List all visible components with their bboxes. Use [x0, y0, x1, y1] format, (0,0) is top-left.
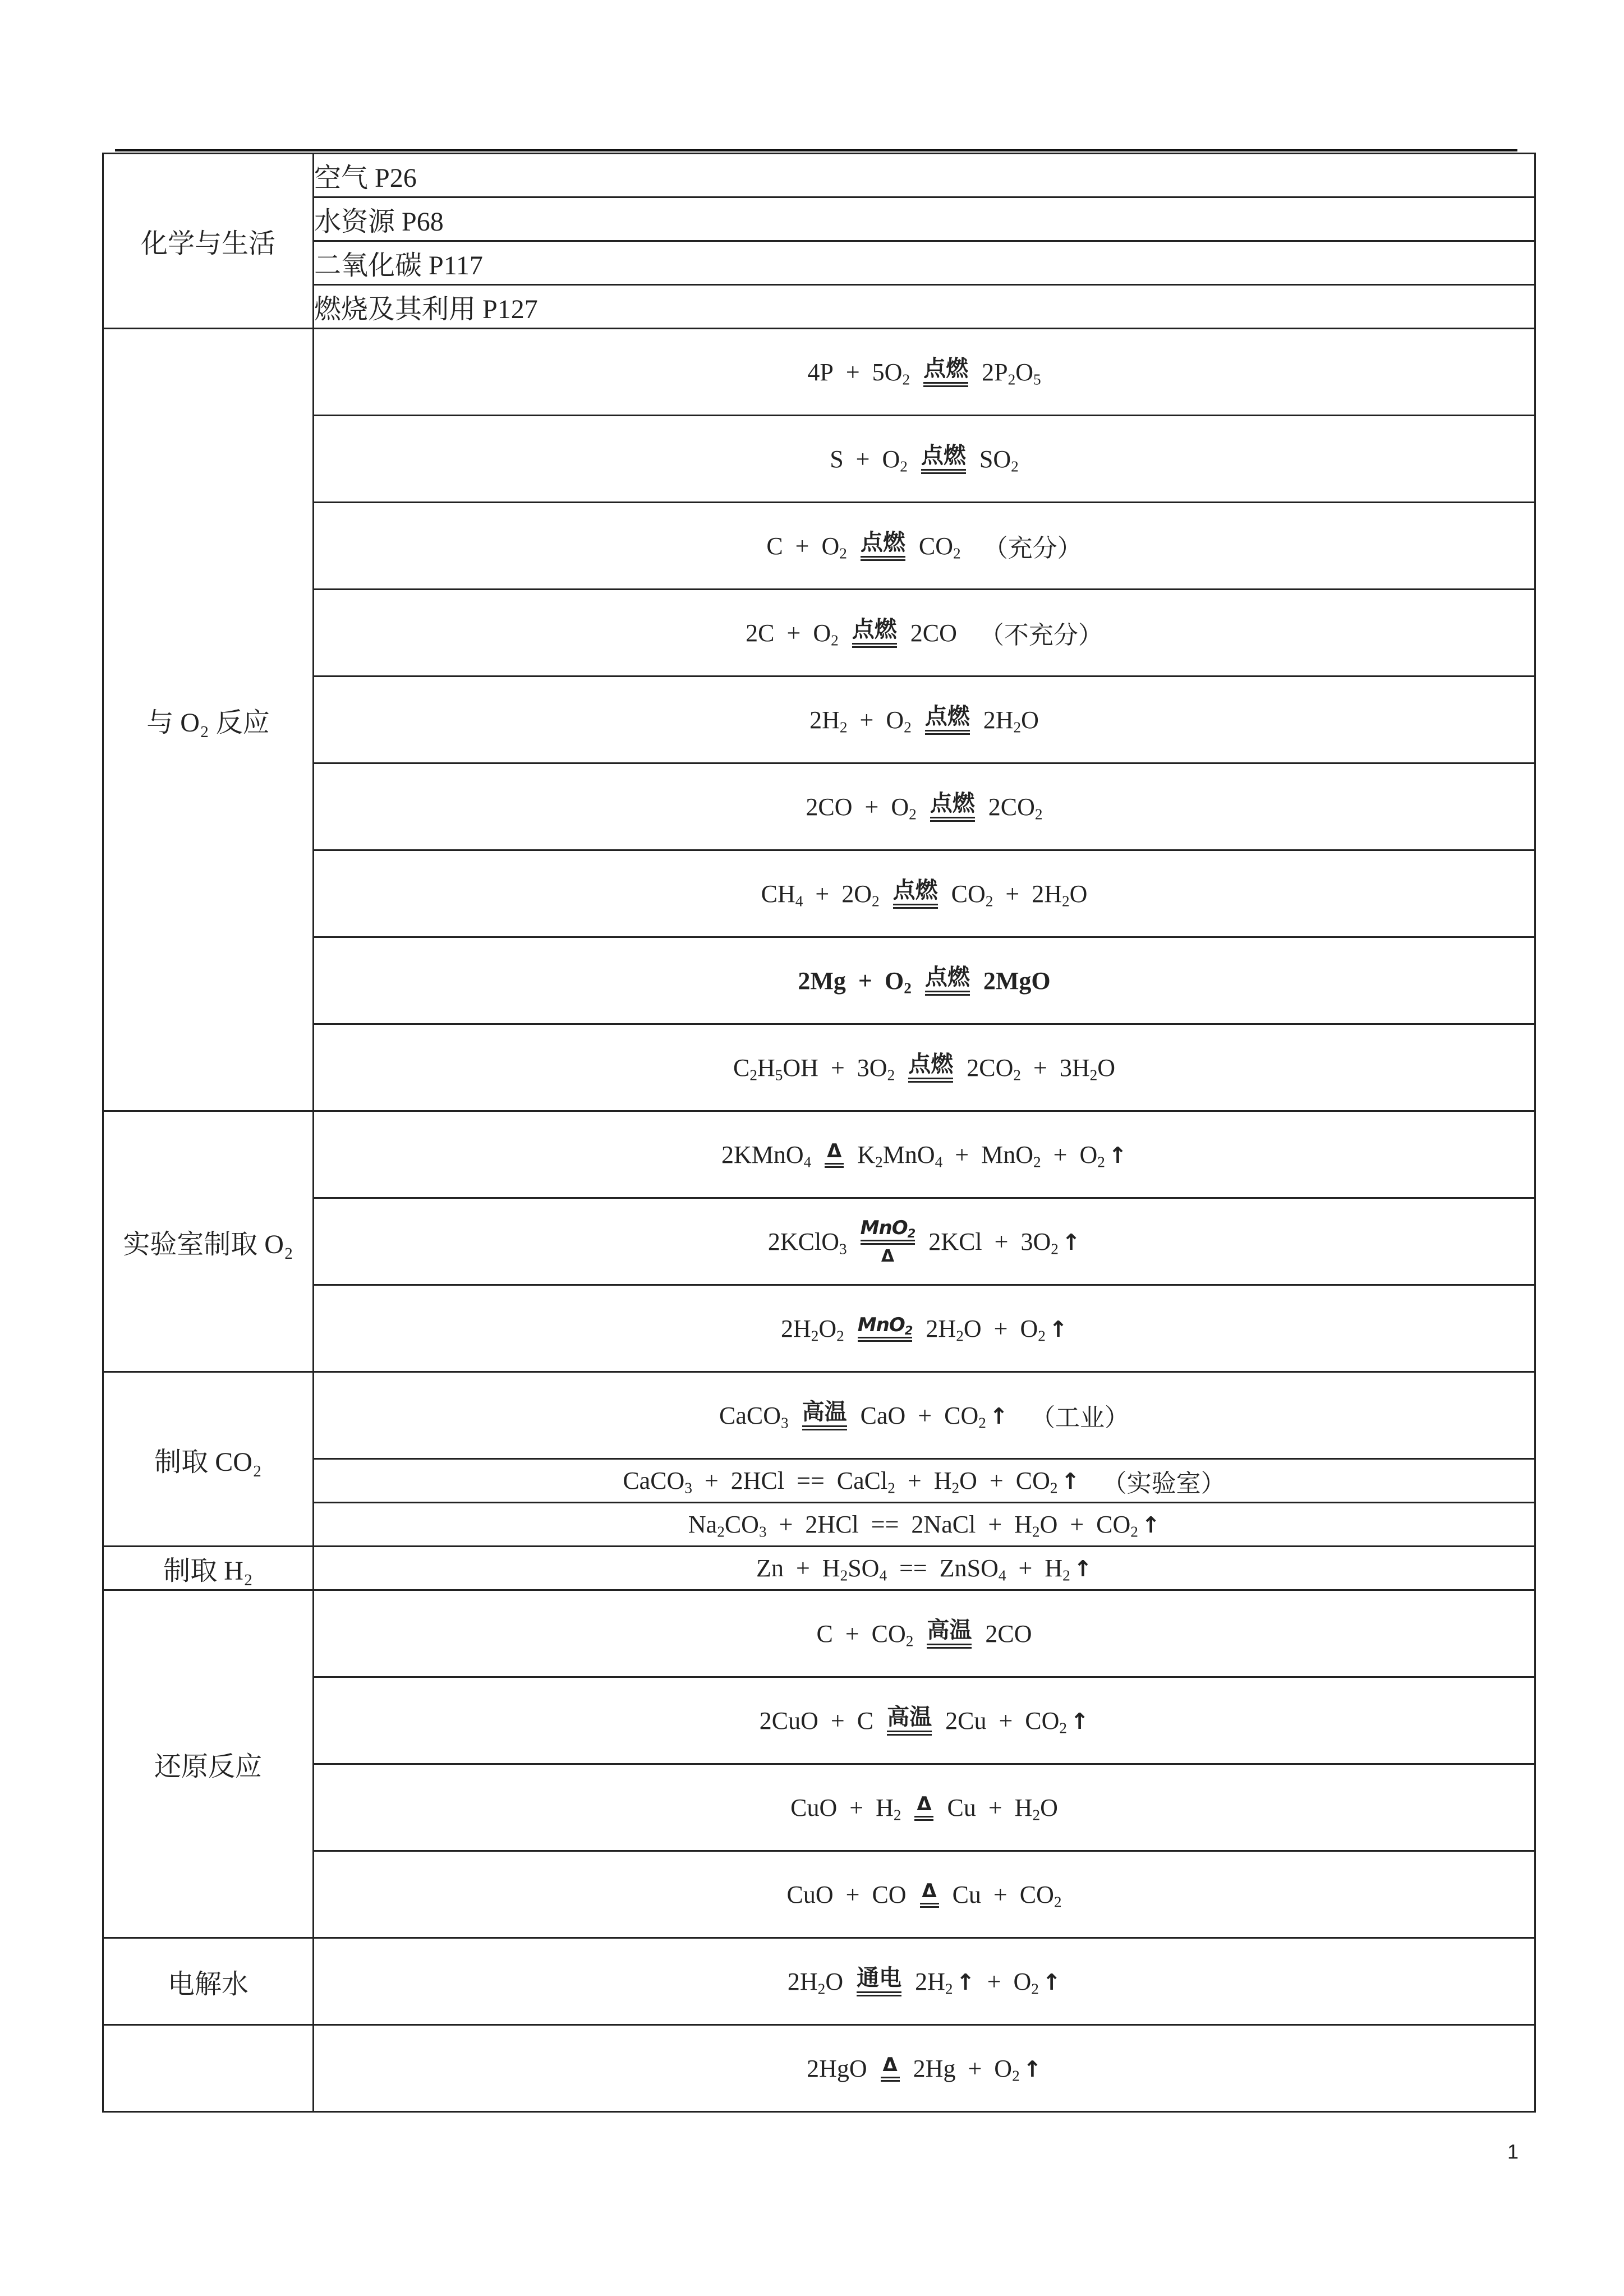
- equation-mg_o2: [798, 966, 1050, 996]
- plus-sign: +: [994, 1227, 1009, 1255]
- plus-sign: +: [858, 967, 872, 995]
- equation-kmno4: [721, 1140, 1127, 1169]
- plus-sign: +: [795, 532, 809, 560]
- product: 2CO: [985, 1619, 1032, 1648]
- plus-sign: +: [815, 880, 830, 908]
- plus-sign: +: [795, 1554, 810, 1582]
- reactant: 2HCl: [805, 1511, 859, 1538]
- reference-co2: 二氧化碳 P117: [314, 241, 1535, 285]
- plus-sign: +: [988, 1511, 1002, 1538]
- product: $O_2$ ↑: [1020, 1314, 1068, 1345]
- product: $H_2$ ↑: [1045, 1554, 1092, 1584]
- category-lab-o2: 实验室制取 O₂: [103, 1111, 314, 1372]
- equation-kclo3: [768, 1218, 1080, 1265]
- category-make-h2: 制取 H₂: [103, 1547, 314, 1590]
- reactant: C: [766, 532, 783, 560]
- category-electrolysis: 电解水: [103, 1938, 314, 2025]
- reaction-condition: 高温: [927, 1619, 972, 1649]
- equation-na2co3: [688, 1510, 1160, 1539]
- plus-sign: +: [989, 1467, 1004, 1494]
- equation-row: [314, 590, 1535, 677]
- equation-electrolysis: [787, 1964, 1061, 1998]
- equals-sign: ==: [797, 1467, 825, 1494]
- catalyst-label: MnO$_2$: [860, 1216, 915, 1240]
- gas-arrow-icon: ↑: [1061, 1469, 1080, 1494]
- reactant: 4P: [807, 358, 834, 386]
- product: $SO_2$: [979, 445, 1019, 475]
- equation-p_o2: [807, 357, 1041, 387]
- reaction-condition: Δ: [825, 1142, 844, 1168]
- product: $O_2$ ↑: [1013, 1967, 1061, 1998]
- plus-sign: +: [864, 793, 879, 821]
- product: Cu: [952, 1880, 981, 1908]
- product: Cu: [947, 1793, 976, 1821]
- plus-sign: +: [993, 1314, 1008, 1342]
- equation-c_o2_full: [766, 528, 1082, 564]
- product: 2Hg: [913, 2054, 956, 2082]
- reactant: $5O_2$: [872, 358, 910, 388]
- product: 2NaCl: [911, 1511, 976, 1538]
- product: $2H_2O$: [1032, 880, 1088, 910]
- product: $2CO_2$: [988, 793, 1043, 823]
- reactant: Zn: [756, 1554, 784, 1582]
- equation-s_o2: [830, 444, 1019, 474]
- reference-combustion: 燃烧及其利用 P127: [314, 285, 1535, 329]
- plus-sign: +: [704, 1467, 719, 1494]
- equation-note: （实验室）: [1102, 1469, 1226, 1497]
- reactant: CaCO$_3$: [719, 1401, 789, 1432]
- plus-sign: +: [830, 1053, 845, 1082]
- reactant: $CO_2$: [871, 1619, 914, 1650]
- equation-row: [314, 937, 1535, 1024]
- equation-ch4_o2: [761, 879, 1088, 909]
- reaction-condition: 点燃: [925, 966, 970, 996]
- reaction-condition: 点燃: [861, 531, 905, 561]
- reaction-condition: 点燃: [930, 792, 975, 822]
- reactant: CO: [872, 1880, 907, 1908]
- product: 2MgO: [983, 967, 1051, 995]
- plus-sign: +: [955, 1140, 969, 1168]
- plus-sign: +: [999, 1706, 1013, 1734]
- plus-sign: +: [987, 1967, 1001, 1995]
- reactant: 2HCl: [730, 1467, 785, 1494]
- product: CaO: [860, 1401, 906, 1429]
- reaction-condition: 高温: [802, 1401, 847, 1430]
- reaction-condition: 点燃: [923, 357, 968, 387]
- equation-row: [314, 1111, 1535, 1198]
- page-number: 1: [1507, 2140, 1519, 2163]
- product: CaCl$_2$: [836, 1467, 895, 1497]
- product: $H_2O$: [1014, 1793, 1058, 1824]
- reactant: CuO: [790, 1793, 838, 1821]
- plus-sign: +: [907, 1467, 922, 1494]
- reactant: $O_2$: [886, 706, 912, 736]
- reactant: CuO: [786, 1880, 834, 1908]
- plus-sign: +: [993, 1880, 1007, 1908]
- reactant: $O_2$: [891, 793, 917, 823]
- plus-sign: +: [830, 1706, 845, 1734]
- top-rule: [115, 149, 1517, 151]
- reaction-condition: 通电: [857, 1967, 901, 1996]
- product: $CO_2$ ↑: [1015, 1467, 1080, 1497]
- equation-table: [102, 153, 1536, 2113]
- reactant: $2H_2O_2$: [780, 1314, 844, 1345]
- reactant: $2H_2$: [809, 706, 848, 736]
- reaction-condition: MnO$_2$ Δ: [860, 1216, 915, 1266]
- plus-sign: +: [786, 619, 801, 647]
- equation-zn_h2so4: [756, 1554, 1092, 1582]
- reactant: 2KMnO$_4$: [721, 1140, 812, 1171]
- equation-caco3_industry: [719, 1397, 1129, 1433]
- category-o2-reaction: 与 O₂ 反应: [103, 329, 314, 1111]
- reaction-condition: [858, 1315, 913, 1342]
- plus-sign: +: [855, 445, 870, 473]
- gas-arrow-icon: ↑: [956, 1969, 975, 1995]
- reactant: 2C: [746, 619, 775, 647]
- equation-row: [314, 416, 1535, 503]
- gas-arrow-icon: ↑: [1108, 1142, 1128, 1168]
- product: $CO_2$: [918, 532, 961, 562]
- equation-row: [314, 329, 1535, 416]
- reactant: $CH_4$: [761, 880, 803, 910]
- product: 2KCl: [928, 1227, 982, 1255]
- product: MnO$_2$: [981, 1140, 1041, 1171]
- reaction-condition: Δ: [914, 1795, 933, 1821]
- reactant: 2Mg: [798, 967, 846, 995]
- equation-h2o2: [781, 1314, 1068, 1343]
- equation-row: [314, 2025, 1535, 2112]
- product: 2CO: [910, 619, 957, 647]
- reference-water: 水资源 P68: [314, 197, 1535, 241]
- plus-sign: +: [1070, 1511, 1084, 1538]
- gas-arrow-icon: ↑: [1023, 2056, 1042, 2082]
- equation-row: [314, 850, 1535, 937]
- plus-sign: +: [845, 1619, 859, 1648]
- category-reduction: 还原反应: [103, 1590, 314, 1938]
- product: $CO_2$ ↑: [944, 1401, 1009, 1432]
- plus-sign: +: [968, 2054, 982, 2082]
- product: $K_2MnO_4$: [857, 1140, 943, 1171]
- product: $O_2$ ↑: [994, 2054, 1042, 2085]
- product: $CO_2$ ↑: [1025, 1706, 1089, 1737]
- equation-cuo_co: [786, 1880, 1061, 1909]
- reactant: $H_2SO_4$: [822, 1554, 887, 1584]
- equation-row: [314, 1851, 1535, 1938]
- gas-arrow-icon: ↑: [1073, 1556, 1092, 1582]
- reactant: $2H_2O$: [787, 1967, 844, 1998]
- reactant: $Na_2CO_3$: [688, 1511, 767, 1540]
- equation-co_o2: [806, 792, 1042, 822]
- product: $2H_2O$: [983, 706, 1039, 736]
- plus-sign: +: [859, 706, 874, 734]
- plus-sign: +: [1018, 1554, 1033, 1582]
- reactant: $O_2$: [884, 967, 912, 997]
- equation-cuo_c: [760, 1706, 1089, 1736]
- equals-sign: ==: [899, 1554, 927, 1582]
- reactant: $O_2$: [821, 532, 847, 562]
- reaction-condition: 高温: [887, 1706, 932, 1736]
- reaction-condition: 点燃: [921, 444, 966, 474]
- category-life: 化学与生活: [103, 154, 314, 329]
- reactant: $C_2H_5OH$: [733, 1053, 818, 1084]
- gas-arrow-icon: ↑: [1061, 1229, 1081, 1255]
- reactant: CaCO$_3$: [623, 1467, 692, 1497]
- equation-ethanol_o2: [733, 1053, 1115, 1083]
- product: ZnSO$_4$: [939, 1554, 1006, 1584]
- product: $CO_2$ ↑: [1096, 1511, 1161, 1540]
- gas-arrow-icon: ↑: [1070, 1708, 1089, 1734]
- gas-arrow-icon: ↑: [1048, 1316, 1068, 1342]
- equals-sign: ==: [871, 1511, 899, 1538]
- equation-row: [314, 763, 1535, 850]
- category-last: [103, 2025, 314, 2112]
- equation-c_co2: [816, 1619, 1032, 1649]
- equation-row: [314, 1372, 1535, 1459]
- equation-row: [314, 1547, 1535, 1590]
- equation-h2_o2: [809, 705, 1039, 735]
- equation-row: [314, 1590, 1535, 1677]
- reaction-condition: 点燃: [925, 705, 970, 735]
- equation-hgo: [807, 2054, 1042, 2083]
- equation-note: （工业）: [1030, 1404, 1130, 1432]
- plus-sign: +: [779, 1511, 793, 1538]
- equation-row: [314, 1198, 1535, 1285]
- reaction-condition: Δ: [920, 1881, 939, 1908]
- product: $2H_2$ ↑: [915, 1967, 975, 1998]
- plus-sign: +: [1005, 880, 1020, 908]
- reactant: $O_2$: [813, 619, 839, 649]
- reactant: C: [816, 1619, 833, 1648]
- equation-row: [314, 1764, 1535, 1851]
- equation-row: [314, 1285, 1535, 1372]
- equation-row: [314, 1459, 1535, 1503]
- product: $CO_2$: [1019, 1880, 1062, 1911]
- reaction-condition: 点燃: [893, 879, 938, 909]
- equation-cuo_h2: [790, 1793, 1058, 1822]
- equation-row: [314, 503, 1535, 590]
- reactant: S: [830, 445, 844, 473]
- product: $3O_2$ ↑: [1020, 1227, 1081, 1258]
- plus-sign: +: [1033, 1053, 1047, 1082]
- reactant: 2HgO: [807, 2054, 867, 2082]
- reaction-condition: Δ: [881, 2055, 900, 2082]
- plus-sign: +: [1053, 1140, 1068, 1168]
- product: $3H_2O$: [1059, 1053, 1116, 1084]
- product: $O_2$ ↑: [1079, 1140, 1128, 1171]
- product: $2H_2O$: [926, 1314, 982, 1345]
- gas-arrow-icon: ↑: [989, 1403, 1009, 1429]
- category-make-co2: 制取 CO₂: [103, 1372, 314, 1547]
- reaction-condition: 点燃: [908, 1053, 953, 1083]
- reactant: 2KClO$_3$: [767, 1227, 847, 1258]
- equation-c_o2_partial: [746, 615, 1103, 651]
- product: 2Cu: [945, 1706, 987, 1734]
- equation-note: （充分）: [983, 535, 1082, 562]
- equation-row: [314, 1677, 1535, 1764]
- reference-air: 空气 P26: [314, 154, 1535, 197]
- reactant: 2CO: [806, 793, 853, 821]
- product: $H_2O$: [1014, 1511, 1058, 1540]
- plus-sign: +: [918, 1401, 932, 1429]
- equation-row: [314, 677, 1535, 763]
- equation-row: [314, 1503, 1535, 1547]
- reaction-condition: 点燃: [852, 618, 897, 648]
- equation-row: [314, 1024, 1535, 1111]
- reactant: $3O_2$: [857, 1053, 895, 1084]
- gas-arrow-icon: ↑: [1042, 1969, 1061, 1995]
- plus-sign: +: [845, 1880, 860, 1908]
- reactant: $H_2$: [876, 1793, 901, 1824]
- reactant: C: [857, 1706, 874, 1734]
- reactant: $O_2$: [882, 445, 908, 475]
- plus-sign: +: [988, 1793, 1002, 1821]
- gas-arrow-icon: ↑: [1141, 1512, 1161, 1538]
- catalyst-label: MnO$_2$: [857, 1313, 913, 1337]
- product: $2P_2O_5$: [982, 358, 1041, 388]
- equation-row: [314, 1938, 1535, 2025]
- reactant: 2CuO: [759, 1706, 818, 1734]
- reactant: $2O_2$: [841, 880, 880, 910]
- plus-sign: +: [845, 358, 860, 386]
- equation-note: （不充分）: [979, 622, 1103, 649]
- product: $2CO_2$: [967, 1053, 1021, 1084]
- equation-caco3_lab: [623, 1463, 1225, 1499]
- product: $CO_2$: [951, 880, 993, 910]
- product: $H_2O$: [933, 1467, 977, 1497]
- plus-sign: +: [849, 1793, 864, 1821]
